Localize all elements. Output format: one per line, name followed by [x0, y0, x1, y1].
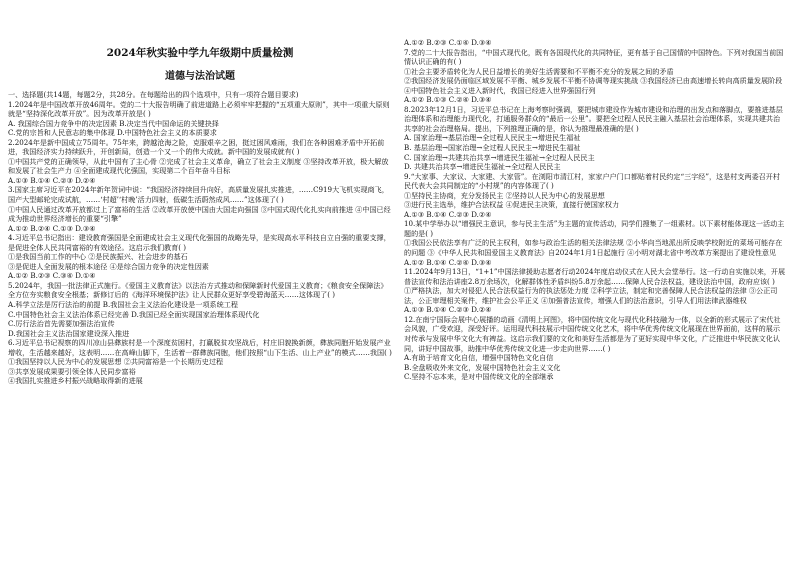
right-line: A.①② B.①③ C.②④ D.③④ — [404, 95, 492, 105]
right-line: C.坚持不忘本来，是对中国传统文化的全部继承 — [404, 372, 554, 382]
left-line: A.①② B.②④ C.①③ D.③④ — [8, 223, 96, 233]
right-line: 7.党的二十大报告指出，“中国式现代化，既有各国现代化的共同特征，更有基于自己国情的中国特色。下列对我国当前国情认识正确的有( ) — [404, 47, 784, 67]
left-line: 5.2024年，我国一批法律正式施行。《爱国主义教育法》以法治方式推动和保障新时代爱国主义教育；《粮食安全保障法》全方位夯实粮食安全根基；新修订后的《海洋环境保护法》让人民群众更好享受碧海蓝天……这体现了( ) — [8, 280, 388, 300]
right-line: C. 国家治理→共建共治共享→增进民生福祉→全过程人民民主 — [404, 152, 595, 162]
left-line: ④我国扎实推进乡村振兴战略取得新的进展 — [8, 376, 143, 386]
left-line: ③是促进人全面发展的根本途径 ④是综合国力竞争的决定性因素 — [8, 261, 209, 271]
right-line: ①我国公民依法享有广泛的民主权利，如参与政治生活的相关法律法规 ②小华向当地派出所反映学校附近的菜场可能存在的问题 ③《中华人民共和国爱国主义教育法》自2024年1月1日起施行 ④小明对湖北省中考改革方案提出了建设性意见 — [404, 238, 783, 258]
left-line: A.科学立法是厉行法治的前提 B.我国社会主义法治化建设是一项系统工程 — [8, 300, 238, 310]
left-line: D.我国社会主义法治国家建设深入推进 — [8, 328, 130, 338]
left-line: 6.习近平总书记视察的四川凉山县彝族村是一个深度贫困村，打赢脱贫攻坚战后，村庄旧貌换新颜，彝族同胞开始发展产业增收，生活越来越好，这表明……在高峰山脚下，生活着一群彝族同胞，他们按照“山下生活、山上产业”的模式……我国( ) — [8, 338, 392, 357]
right-line: 9.“大家事、大家议、大家建、大家管”。在浏阳市清江村，家家户户门口都贴着村民约定“三字经”，这是村支两委召开村民代表大会共同制定的“小村规”的内容体现了( ) — [404, 171, 780, 191]
left-line: ①中国人民通过改革开放都过上了富裕的生活 ②改革开放使中国由大国走向强国 ③中国式现代化扎实向前推进 ④中国已经成为推动世界经济增长的重要“引擎” — [8, 204, 391, 224]
right-line: A.有助于培育文化自信，增强中国特色文化自信 — [404, 353, 554, 363]
left-line: 4.习近平总书记指出：建设教育强国是全面建成社会主义现代化强国的战略先导，是实现高水平科技自立自强的重要支撑，是促进全体人民共同富裕的有效途径。这启示我们教育( ) — [8, 233, 391, 252]
right-line: ③进行民主选举，维护合法权益 ④促进民主决策，直接行使国家权力 — [404, 200, 620, 210]
right-line: B.全盘吸收外来文化，发展中国特色社会主义文化 — [404, 362, 561, 372]
right-column — [404, 38, 786, 382]
right-line: A.①② B.②③ C.①④ D.③④ — [404, 38, 492, 47]
left-line: C.中国特色社会主义法治体系已经完善 D.我国已经全面实现国家治理体系现代化 — [8, 309, 260, 319]
left-line: 2.2024年是新中国成立75周年。75年来，跨越沧海之险，克服艰辛之困，挺过困风难雨，我们在各种困难矛盾中开拓前进，我国经济实力持续跃升，开创新局，创造一个又一个的伟大成就。新中国的发展成就有( ) — [8, 137, 385, 157]
exam-title: 2024年秋实验中学九年级期中质量检测 — [106, 47, 294, 59]
right-line: ①严格执法，加大对侵犯人民合法权益行为的执法惩处力度 ②科学立法，制定和完善保障人民合法权益的法律 ③公正司法，公正审理相关案件，维护社会公平正义 ④加强普法宣传，增强人们的法治意识，引导人们用法律武器维权 — [404, 286, 778, 305]
right-line: 12.在南宁国际会展中心展播的动画《清明上河图》，将中国传统文化与现代化科技融为一体，以全新的形式展示了宋代社会风貌，广受欢迎，深受好评。运用现代科技展示中国传统文化艺术，将中华优秀传统文化展现在世界面前，这样的展示对传承与发展中华文化大有裨益。这启示我们要的文化和美好生活都是为了更好实现中华文化，广泛推进中华民族文化认同，讲好中国故事，助推中华优秀传统文化进一步走向世界……( ) — [404, 314, 781, 353]
right-line: A.①③ B.①④ C.②③ D.②④ — [404, 209, 492, 219]
left-column — [8, 38, 392, 386]
right-line: 8.2023年12月1日，习近平总书记在上海考察时强调，要把城市建设作为城市建设和治理的出发点和落脚点，要推进基层治理体系和治理能力现代化，打通服务群众的“最后一公里”。要把全过程人民民主融入基层社会治理体系，实现共建共治共享的社会治理格局。提出，下列推理正确的是，你认为推理最准确的是( ) — [404, 104, 783, 133]
right-line: D. 共建共治共享→增进民生福祉→全过程人民民主 — [404, 162, 561, 172]
right-line: ①社会主要矛盾转化为人民日益增长的美好生活需要和不平衡不充分的发展之间的矛盾 — [404, 66, 674, 76]
section-heading: 一、选择题(共14题，每题2分，共28分。在每题给出的四个选项中，只有一项符合题目要求) — [8, 90, 299, 99]
left-line: A.①③ B.①④ C.②③ D.②④ — [8, 175, 96, 185]
right-line: A.①② B.①④ C.②④ D.③④ — [404, 257, 492, 267]
right-line: 11.2024年9月13日，“1+1”中国法律援助志愿者行动2024年度启动仪式在人民大会堂举行。这一行动自实施以来，开展普法宣传和法治讲座2.8万余场次，化解群体性矛盾纠纷5.8万余起……保障人民合法权益，建设法治中国，政府应该( ) — [404, 267, 786, 286]
left-line: ③共享发展成果要引领全体人民同步富裕 — [8, 366, 136, 376]
right-line: 10.某中学举办以“增强民主意识，参与民主生活”为主题的宣传活动，同学们搜集了一组素材。以下素材能体现这一活动主题的是( ) — [404, 219, 785, 238]
exam-subtitle: 道德与法治试题 — [165, 71, 235, 82]
right-line: A.①③ B.①④ C.②③ D.②④ — [404, 305, 492, 315]
right-line: A. 国家治理→基层治理→全过程人民民主→增进民生福祉 — [404, 133, 581, 143]
right-line: B. 基层治理→国家治理→全过程人民民主→增进民生福祉 — [404, 143, 581, 153]
left-line: 3.国家主席习近平在2024年新年贺词中说：“我国经济持续回升向好，高质量发展扎实推进，……C919大飞机实现商飞，国产大型邮轮完成试航，……‘村超’‘村晚’活力四射，低碳生活蔚然成风……”这体现了( ) — [8, 185, 389, 205]
left-line: A.①② B.②③ C.③④ D.①④ — [8, 271, 96, 281]
left-line: ①中国共产党的正确领导，从此中国有了主心骨 ②完成了社会主义革命，确立了社会主义制度 ③坚持改革开放，极大解放和发展了社会生产力 ④全面建成现代化强国，实现第二个百年奋斗目标 — [8, 156, 389, 176]
left-line: 1.2024年是中国改革开放46周年。党的二十大报告明确了前进道路上必须牢牢把握的“五项重大原则”，其中一项重大原则就是“坚持深化改革开放”。因为改革开放是( ) — [8, 99, 390, 119]
left-line: C.厉行法治首先需要加强法治宣传 — [8, 319, 115, 329]
right-line: ②我国经济发展仍面临区域发展不平衡、城乡发展不平衡不协调等现实挑战 ③我国经济已由高速增长转向高质量发展阶段 ④中国特色社会主义进入新时代，我国已经进入世界强国行列 — [404, 76, 783, 95]
right-line: ①坚持民主协商，充分发扬民主 ②坚持以人民为中心的发展思想 — [404, 190, 605, 200]
left-line: ①是我国当前工作的中心 ②是民族振兴、社会进步的基石 — [8, 252, 188, 262]
left-line: A. 我国综合国力竞争中的决定因素 B.决定当代中国命运的关键抉择 — [8, 118, 219, 128]
left-line: C.党的宗旨和人民意志的集中体现 D.中国特色社会主义的本质要求 — [8, 128, 217, 138]
left-line: ①我国坚持以人民为中心的发展思想 ②共同富裕是一个长期历史过程 — [8, 357, 224, 367]
